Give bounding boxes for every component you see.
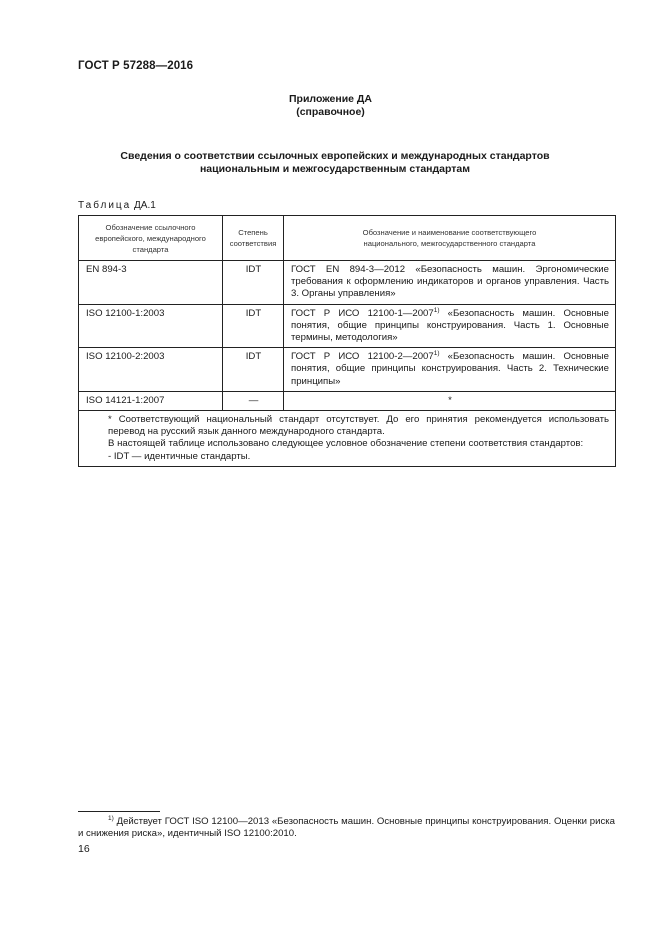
table-row (79, 261, 616, 305)
table-row (79, 348, 616, 392)
footnote (78, 816, 615, 841)
table-caption-id: ДА.1 (134, 200, 156, 211)
header-text: Обозначение ссылочного (105, 222, 196, 232)
cell-degree: IDT (223, 304, 284, 348)
document-code: ГОСТ Р 57288—2016 (78, 60, 194, 72)
header-text: европейского, международного (95, 233, 206, 243)
national-title: «Безопасность машин. Основные понятия, общие принципы конструирования. Часть 2. Технические принципы» (291, 351, 610, 387)
header-national-standard (284, 216, 616, 261)
cell-reference: ISO 12100-2:2003 (79, 348, 223, 392)
table-notes-row (79, 411, 616, 467)
cell-national (284, 348, 616, 392)
page-number: 16 (78, 843, 90, 855)
table-row (79, 391, 616, 410)
national-title: «Безопасность машин. Основные понятия, общие принципы конструирования. Часть 1. Основные термины, методология» (291, 307, 610, 344)
correspondence-table (78, 215, 616, 467)
note-idt: - IDT — идентичные стандарты. (108, 450, 251, 462)
footnote-mark: 1) (108, 814, 114, 822)
header-text: национального, межгосударственного стандарта (363, 239, 536, 248)
cell-degree: IDT (223, 261, 284, 305)
section-heading-line-1: Сведения о соответствии ссылочных европейских и международных стандартов (120, 150, 550, 162)
cell-reference: ISO 12100-1:2003 (79, 304, 223, 348)
cell-reference: EN 894-3 (79, 261, 223, 305)
header-reference-standard (79, 216, 223, 261)
footnote-text: Действует ГОСТ ISO 12100—2013 «Безопасность машин. Основные принципы конструирования. Оценки риска и снижения риска», идентичный ISO 12100:2010. (78, 816, 616, 840)
header-text: соответствия (229, 239, 277, 248)
national-code: ГОСТ Р ИСО 12100-1—2007 (291, 307, 434, 319)
footnote-divider (78, 811, 160, 812)
cell-national: ГОСТ EN 894-3—2012 «Безопасность машин. Эргономические требования к оформлению индикаторов и органов управления. Часть 3. Органы управления» (284, 261, 616, 305)
cell-degree: — (223, 391, 284, 410)
appendix-title: Приложение ДА (289, 93, 372, 105)
header-degree (223, 216, 284, 261)
table-row (79, 304, 616, 348)
note-designation: В настоящей таблице использовано следующее условное обозначение степени соответствия стандартов: (108, 438, 584, 450)
header-text: Обозначение и наименование соответствующего (362, 228, 537, 237)
section-heading-line-2: национальным и межгосударственным стандартам (199, 163, 471, 175)
cell-national (284, 304, 616, 348)
table-caption (78, 200, 156, 211)
appendix-subtitle: (справочное) (296, 106, 365, 118)
footnote-ref: 1) (433, 306, 440, 314)
header-text: стандарта (132, 244, 169, 254)
header-text: Степень (238, 228, 268, 237)
cell-degree: IDT (223, 348, 284, 392)
national-code: ГОСТ Р ИСО 12100-2—2007 (291, 351, 434, 363)
cell-national: * (284, 391, 616, 410)
table-notes (79, 411, 616, 467)
footnote-ref: 1) (433, 350, 440, 358)
table-caption-prefix: Таблица (78, 200, 132, 211)
note-absent-standard: * Соответствующий национальный стандарт отсутствует. До его принятия рекомендуется использовать перевод на русский язык данного международного стандарта. (108, 414, 609, 438)
table-header-row (79, 216, 616, 261)
cell-reference: ISO 14121-1:2007 (79, 391, 223, 410)
